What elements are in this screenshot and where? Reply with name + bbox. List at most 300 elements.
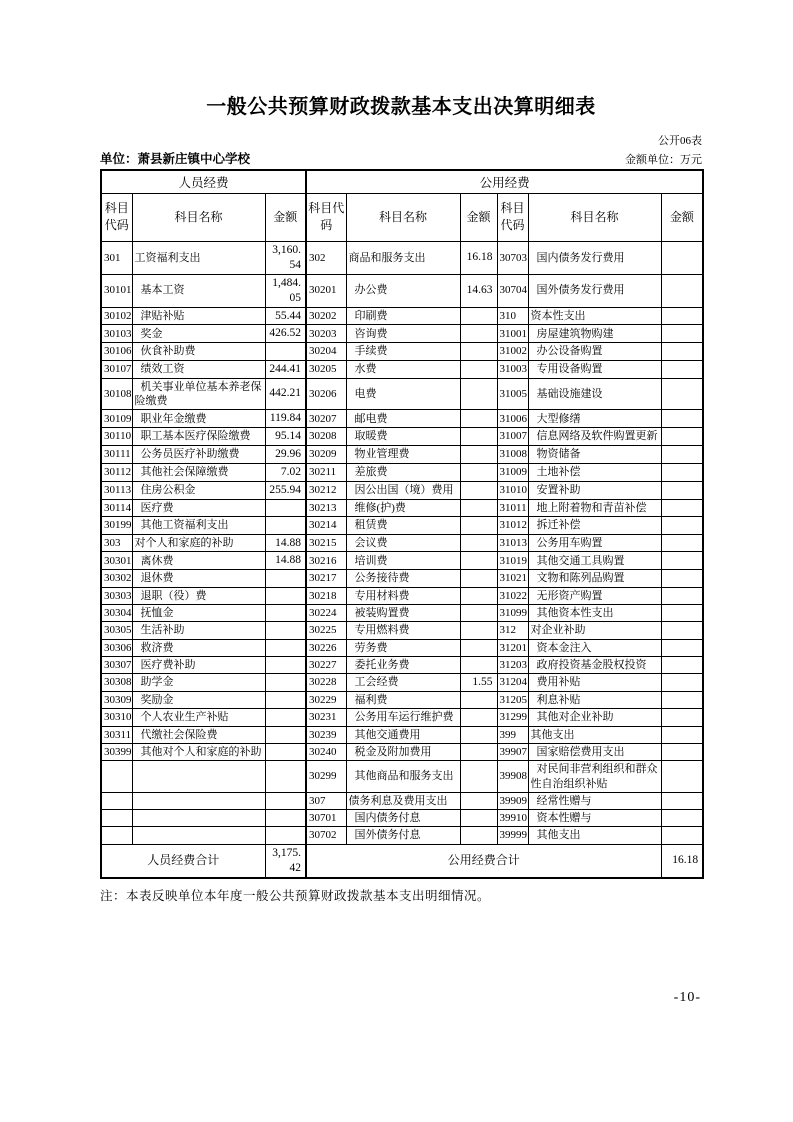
subject-name-cell: 国外债务付息: [346, 827, 460, 844]
subject-code-cell: 307: [306, 792, 346, 809]
amount-cell: [460, 810, 497, 827]
subject-name-cell: 医疗费补助: [132, 656, 265, 673]
amount-cell: 7.02: [265, 464, 306, 482]
subject-code-cell: 30239: [306, 726, 346, 743]
amount-cell: [265, 604, 306, 621]
table-row: [101, 622, 703, 639]
subject-code-cell: 30201: [306, 274, 346, 307]
amount-cell: [460, 307, 497, 325]
subject-name-cell: 国内债务付息: [346, 810, 460, 827]
col-header-amount-2: 金额: [460, 194, 497, 242]
subject-name-cell: 其他资本性支出: [528, 604, 661, 621]
subject-name-cell: 会议费: [346, 534, 460, 552]
subject-code-cell: 39910: [497, 810, 528, 827]
amount-cell: [661, 325, 703, 343]
amount-cell: [460, 570, 497, 587]
amount-cell: [265, 570, 306, 587]
subject-code-cell: 30302: [101, 570, 132, 587]
subject-code-cell: 399: [497, 726, 528, 743]
amount-cell: [661, 726, 703, 743]
subject-code-cell: 30399: [101, 744, 132, 761]
personnel-total-label: 人员经费合计: [101, 844, 265, 877]
amount-cell: [460, 499, 497, 516]
amount-cell: 442.21: [265, 378, 306, 410]
subject-code-cell: 30703: [497, 241, 528, 274]
subject-name-cell: 信息网络及软件购置更新: [528, 428, 661, 446]
amount-cell: [661, 827, 703, 844]
subject-name-cell: 离休费: [132, 552, 265, 570]
unit-label: 单位：: [100, 152, 138, 166]
amount-cell: [661, 307, 703, 325]
amount-cell: [460, 744, 497, 761]
subject-name-cell: 资本性赠与: [528, 810, 661, 827]
amount-cell: [661, 481, 703, 499]
subject-name-cell: 因公出国（境）费用: [346, 481, 460, 499]
subject-name-cell: 商品和服务支出: [346, 241, 460, 274]
subject-name-cell: 住房公积金: [132, 481, 265, 499]
table-row: [101, 446, 703, 464]
amount-cell: [661, 552, 703, 570]
amount-cell: [265, 639, 306, 656]
table-row: [101, 761, 703, 793]
subject-name-cell: 伙食补助费: [132, 343, 265, 360]
subject-code-cell: 303: [101, 534, 132, 552]
table-body: [101, 241, 703, 844]
amount-cell: [265, 517, 306, 534]
subject-code-cell: 30101: [101, 274, 132, 307]
subject-code-cell: 30112: [101, 464, 132, 482]
subject-name-cell: 职工基本医疗保险缴费: [132, 428, 265, 446]
amount-cell: [265, 744, 306, 761]
col-header-subject-code-1: 科目代码: [101, 194, 132, 242]
subject-code-cell: 30216: [306, 552, 346, 570]
subject-code-cell: 30204: [306, 343, 346, 360]
subject-name-cell: 其他交通费用: [346, 726, 460, 743]
subject-name-cell: 津贴补贴: [132, 307, 265, 325]
subject-name-cell: 个人农业生产补贴: [132, 709, 265, 726]
subject-name-cell: 劳务费: [346, 639, 460, 656]
amount-cell: [460, 446, 497, 464]
subject-code-cell: 30206: [306, 378, 346, 410]
subject-code-cell: 31022: [497, 587, 528, 604]
table-row: [101, 604, 703, 621]
public-total-label: 公用经费合计: [306, 844, 661, 877]
subject-code-cell: 31006: [497, 410, 528, 428]
subject-name-cell: 经常性赠与: [528, 792, 661, 809]
subject-name-cell: 其他商品和服务支出: [346, 761, 460, 793]
amount-cell: [460, 410, 497, 428]
subject-name-cell: 租赁费: [346, 517, 460, 534]
subject-code-cell: 302: [306, 241, 346, 274]
amount-cell: 255.94: [265, 481, 306, 499]
amount-cell: [661, 274, 703, 307]
subject-name-cell: 对民间非营利组织和群众性自治组织补贴: [528, 761, 661, 793]
subject-code-cell: [101, 792, 132, 809]
subject-code-cell: 30304: [101, 604, 132, 621]
subject-code-cell: 30299: [306, 761, 346, 793]
subject-name-cell: 水费: [346, 360, 460, 378]
subject-code-cell: 30213: [306, 499, 346, 516]
subject-code-cell: 30301: [101, 552, 132, 570]
col-header-subject-name-1: 科目名称: [132, 194, 265, 242]
subject-code-cell: 30114: [101, 499, 132, 516]
subject-code-cell: 31203: [497, 656, 528, 673]
col-header-subject-code-2: 科目代码: [306, 194, 346, 242]
amount-cell: [661, 410, 703, 428]
subject-name-cell: 土地补偿: [528, 464, 661, 482]
amount-cell: [265, 674, 306, 692]
public-total-amount: 16.18: [661, 844, 703, 877]
amount-cell: [460, 360, 497, 378]
subject-code-cell: 30226: [306, 639, 346, 656]
amount-cell: [661, 639, 703, 656]
meta-line: [100, 149, 702, 167]
total-row: [101, 844, 703, 877]
subject-name-cell: 债务利息及费用支出: [346, 792, 460, 809]
unit-line: [100, 149, 250, 167]
subject-name-cell: 其他工资福利支出: [132, 517, 265, 534]
subject-code-cell: 301: [101, 241, 132, 274]
subject-code-cell: 31005: [497, 378, 528, 410]
subject-code-cell: 30212: [306, 481, 346, 499]
subject-name-cell: 邮电费: [346, 410, 460, 428]
subject-name-cell: 无形资产购置: [528, 587, 661, 604]
subject-name-cell: 手续费: [346, 343, 460, 360]
subject-code-cell: 30110: [101, 428, 132, 446]
subject-name-cell: 政府投资基金股权投资: [528, 656, 661, 673]
subject-code-cell: 30209: [306, 446, 346, 464]
page-number: -10-: [673, 990, 701, 1005]
column-header-row: [101, 194, 703, 242]
subject-name-cell: 生活补助: [132, 622, 265, 639]
amount-cell: [661, 744, 703, 761]
subject-name-cell: 其他对企业补助: [528, 709, 661, 726]
subject-code-cell: 31010: [497, 481, 528, 499]
subject-code-cell: 30309: [101, 692, 132, 709]
subject-code-cell: [101, 810, 132, 827]
subject-name-cell: 奖金: [132, 325, 265, 343]
col-header-subject-name-3: 科目名称: [528, 194, 661, 242]
page-title: 一般公共预算财政拨款基本支出决算明细表: [206, 96, 596, 118]
subject-name-cell: 国内债务发行费用: [528, 241, 661, 274]
subject-code-cell: 30228: [306, 674, 346, 692]
amount-cell: [661, 674, 703, 692]
subject-code-cell: 30303: [101, 587, 132, 604]
amount-cell: 14.88: [265, 552, 306, 570]
table-row: [101, 517, 703, 534]
amount-cell: [661, 570, 703, 587]
subject-name-cell: 文物和陈列品购置: [528, 570, 661, 587]
subject-name-cell: 其他社会保障缴费: [132, 464, 265, 482]
subject-code-cell: 30311: [101, 726, 132, 743]
amount-cell: [661, 464, 703, 482]
subject-code-cell: 39999: [497, 827, 528, 844]
subject-name-cell: [132, 792, 265, 809]
subject-name-cell: [132, 810, 265, 827]
amount-cell: [265, 726, 306, 743]
amount-cell: [661, 761, 703, 793]
amount-cell: [661, 343, 703, 360]
subject-code-cell: [101, 761, 132, 793]
subject-name-cell: 差旅费: [346, 464, 460, 482]
subject-name-cell: 培训费: [346, 552, 460, 570]
subject-name-cell: 资本性支出: [528, 307, 661, 325]
table-row: [101, 360, 703, 378]
table-row: [101, 241, 703, 274]
col-header-amount-1: 金额: [265, 194, 306, 242]
amount-cell: [460, 639, 497, 656]
amount-cell: [265, 827, 306, 844]
subject-code-cell: 30102: [101, 307, 132, 325]
subject-name-cell: 机关事业单位基本养老保险缴费: [132, 378, 265, 410]
subject-code-cell: 30308: [101, 674, 132, 692]
subject-code-cell: 30306: [101, 639, 132, 656]
amount-cell: [460, 534, 497, 552]
table-row: [101, 343, 703, 360]
subject-name-cell: 大型修缮: [528, 410, 661, 428]
subject-name-cell: 印刷费: [346, 307, 460, 325]
amount-unit-label: 金额单位：: [625, 154, 680, 166]
subject-name-cell: 代缴社会保险费: [132, 726, 265, 743]
amount-cell: [460, 428, 497, 446]
subject-name-cell: 退职（役）费: [132, 587, 265, 604]
amount-cell: 119.84: [265, 410, 306, 428]
amount-cell: [661, 360, 703, 378]
subject-name-cell: 费用补贴: [528, 674, 661, 692]
subject-code-cell: 30203: [306, 325, 346, 343]
amount-cell: [460, 378, 497, 410]
col-header-subject-name-2: 科目名称: [346, 194, 460, 242]
amount-cell: [661, 378, 703, 410]
subject-name-cell: 抚恤金: [132, 604, 265, 621]
amount-cell: [661, 656, 703, 673]
subject-code-cell: 31019: [497, 552, 528, 570]
subject-code-cell: 31002: [497, 343, 528, 360]
amount-cell: [460, 481, 497, 499]
subject-name-cell: 地上附着物和青苗补偿: [528, 499, 661, 516]
subject-name-cell: 福利费: [346, 692, 460, 709]
table-row: [101, 587, 703, 604]
subject-name-cell: [132, 761, 265, 793]
subject-code-cell: 30704: [497, 274, 528, 307]
table-row: [101, 499, 703, 516]
subject-code-cell: 31009: [497, 464, 528, 482]
subject-code-cell: 30113: [101, 481, 132, 499]
subject-name-cell: 取暖费: [346, 428, 460, 446]
amount-unit-value: 万元: [680, 154, 702, 166]
subject-name-cell: 办公设备购置: [528, 343, 661, 360]
subject-name-cell: 其他支出: [528, 827, 661, 844]
subject-code-cell: 30224: [306, 604, 346, 621]
amount-cell: [661, 587, 703, 604]
table-row: [101, 744, 703, 761]
table-row: [101, 481, 703, 499]
subject-name-cell: 对个人和家庭的补助: [132, 534, 265, 552]
subject-code-cell: 30205: [306, 360, 346, 378]
subject-code-cell: 30208: [306, 428, 346, 446]
unit-name: 萧县新庄镇中心学校: [137, 152, 251, 166]
table-row: [101, 428, 703, 446]
amount-cell: [460, 464, 497, 482]
subject-name-cell: 维修(护)费: [346, 499, 460, 516]
amount-cell: [460, 343, 497, 360]
subject-code-cell: 30199: [101, 517, 132, 534]
subject-code-cell: 39907: [497, 744, 528, 761]
amount-cell: [661, 534, 703, 552]
subject-code-cell: 30240: [306, 744, 346, 761]
subject-name-cell: 税金及附加费用: [346, 744, 460, 761]
subject-name-cell: 公务接待费: [346, 570, 460, 587]
subject-name-cell: 医疗费: [132, 499, 265, 516]
subject-code-cell: 31011: [497, 499, 528, 516]
amount-cell: [661, 517, 703, 534]
amount-cell: [661, 692, 703, 709]
subject-code-cell: 31299: [497, 709, 528, 726]
table-note: 注：本表反映单位本年度一般公共预算财政拨款基本支出明细情况。: [100, 888, 491, 903]
amount-cell: [661, 622, 703, 639]
subject-name-cell: 被装购置费: [346, 604, 460, 621]
amount-cell: 16.18: [460, 241, 497, 274]
subject-name-cell: 安置补助: [528, 481, 661, 499]
amount-cell: 14.88: [265, 534, 306, 552]
subject-code-cell: 39909: [497, 792, 528, 809]
amount-cell: [265, 656, 306, 673]
table-row: [101, 792, 703, 809]
table-row: [101, 464, 703, 482]
subject-code-cell: 31001: [497, 325, 528, 343]
subject-code-cell: 30211: [306, 464, 346, 482]
table-row: [101, 570, 703, 587]
table-row: [101, 274, 703, 307]
document-content: [100, 0, 702, 904]
amount-cell: 3,160.54: [265, 241, 306, 274]
subject-code-cell: 30207: [306, 410, 346, 428]
subject-name-cell: 资本金注入: [528, 639, 661, 656]
subject-code-cell: 30310: [101, 709, 132, 726]
subject-name-cell: 奖励金: [132, 692, 265, 709]
subject-code-cell: 31013: [497, 534, 528, 552]
subject-code-cell: 30111: [101, 446, 132, 464]
table-row: [101, 410, 703, 428]
table-row: [101, 827, 703, 844]
amount-cell: 244.41: [265, 360, 306, 378]
amount-cell: [460, 552, 497, 570]
table-row: [101, 307, 703, 325]
amount-cell: [460, 656, 497, 673]
subject-code-cell: 30107: [101, 360, 132, 378]
amount-cell: 55.44: [265, 307, 306, 325]
amount-cell: 29.96: [265, 446, 306, 464]
amount-cell: [460, 726, 497, 743]
subject-name-cell: 救济费: [132, 639, 265, 656]
subject-code-cell: 39908: [497, 761, 528, 793]
subject-code-cell: 30103: [101, 325, 132, 343]
subject-code-cell: 31007: [497, 428, 528, 446]
amount-cell: [265, 343, 306, 360]
subject-name-cell: 物业管理费: [346, 446, 460, 464]
subject-name-cell: 工会经费: [346, 674, 460, 692]
amount-cell: [460, 325, 497, 343]
amount-cell: [661, 792, 703, 809]
amount-unit-line: [625, 151, 702, 167]
amount-cell: [661, 428, 703, 446]
subject-name-cell: [132, 827, 265, 844]
amount-cell: [661, 810, 703, 827]
subject-name-cell: 物资储备: [528, 446, 661, 464]
subject-code-cell: 31201: [497, 639, 528, 656]
amount-cell: [265, 709, 306, 726]
subject-name-cell: 专用设备购置: [528, 360, 661, 378]
subject-code-cell: 31205: [497, 692, 528, 709]
subject-name-cell: 国家赔偿费用支出: [528, 744, 661, 761]
table-row: [101, 378, 703, 410]
table-row: [101, 552, 703, 570]
amount-cell: [661, 241, 703, 274]
subject-name-cell: 拆迁补偿: [528, 517, 661, 534]
table-row: [101, 534, 703, 552]
subject-code-cell: 31008: [497, 446, 528, 464]
table-row: [101, 639, 703, 656]
table-row: [101, 674, 703, 692]
section-public: 公用经费: [306, 170, 703, 194]
amount-cell: [265, 761, 306, 793]
amount-cell: [661, 499, 703, 516]
subject-name-cell: 专用材料费: [346, 587, 460, 604]
subject-name-cell: 房屋建筑物购建: [528, 325, 661, 343]
personnel-total-amount: 3,175.42: [265, 844, 306, 877]
subject-code-cell: 30307: [101, 656, 132, 673]
table-row: [101, 709, 703, 726]
subject-code-cell: 30701: [306, 810, 346, 827]
subject-code-cell: 30225: [306, 622, 346, 639]
subject-name-cell: 其他对个人和家庭的补助: [132, 744, 265, 761]
subject-name-cell: 委托业务费: [346, 656, 460, 673]
table-row: [101, 325, 703, 343]
subject-code-cell: 312: [497, 622, 528, 639]
amount-cell: 14.63: [460, 274, 497, 307]
subject-code-cell: 31021: [497, 570, 528, 587]
subject-name-cell: 退休费: [132, 570, 265, 587]
amount-cell: [265, 587, 306, 604]
amount-cell: [460, 587, 497, 604]
amount-cell: [460, 827, 497, 844]
subject-code-cell: 30218: [306, 587, 346, 604]
subject-code-cell: 31099: [497, 604, 528, 621]
subject-code-cell: 30214: [306, 517, 346, 534]
subject-name-cell: 办公费: [346, 274, 460, 307]
amount-cell: 95.14: [265, 428, 306, 446]
section-personnel: 人员经费: [101, 170, 306, 194]
expenditure-table: [100, 169, 704, 879]
subject-code-cell: 30109: [101, 410, 132, 428]
subject-code-cell: 30231: [306, 709, 346, 726]
table-row: [101, 726, 703, 743]
subject-name-cell: 专用燃料费: [346, 622, 460, 639]
subject-name-cell: 其他交通工具购置: [528, 552, 661, 570]
subject-name-cell: 公务员医疗补助缴费: [132, 446, 265, 464]
subject-name-cell: 咨询费: [346, 325, 460, 343]
subject-code-cell: 30106: [101, 343, 132, 360]
amount-cell: [265, 810, 306, 827]
amount-cell: 1,484.05: [265, 274, 306, 307]
amount-cell: [460, 709, 497, 726]
amount-cell: [460, 761, 497, 793]
amount-cell: [460, 604, 497, 621]
table-row: [101, 810, 703, 827]
amount-cell: [460, 792, 497, 809]
subject-code-cell: 30202: [306, 307, 346, 325]
subject-code-cell: 31003: [497, 360, 528, 378]
